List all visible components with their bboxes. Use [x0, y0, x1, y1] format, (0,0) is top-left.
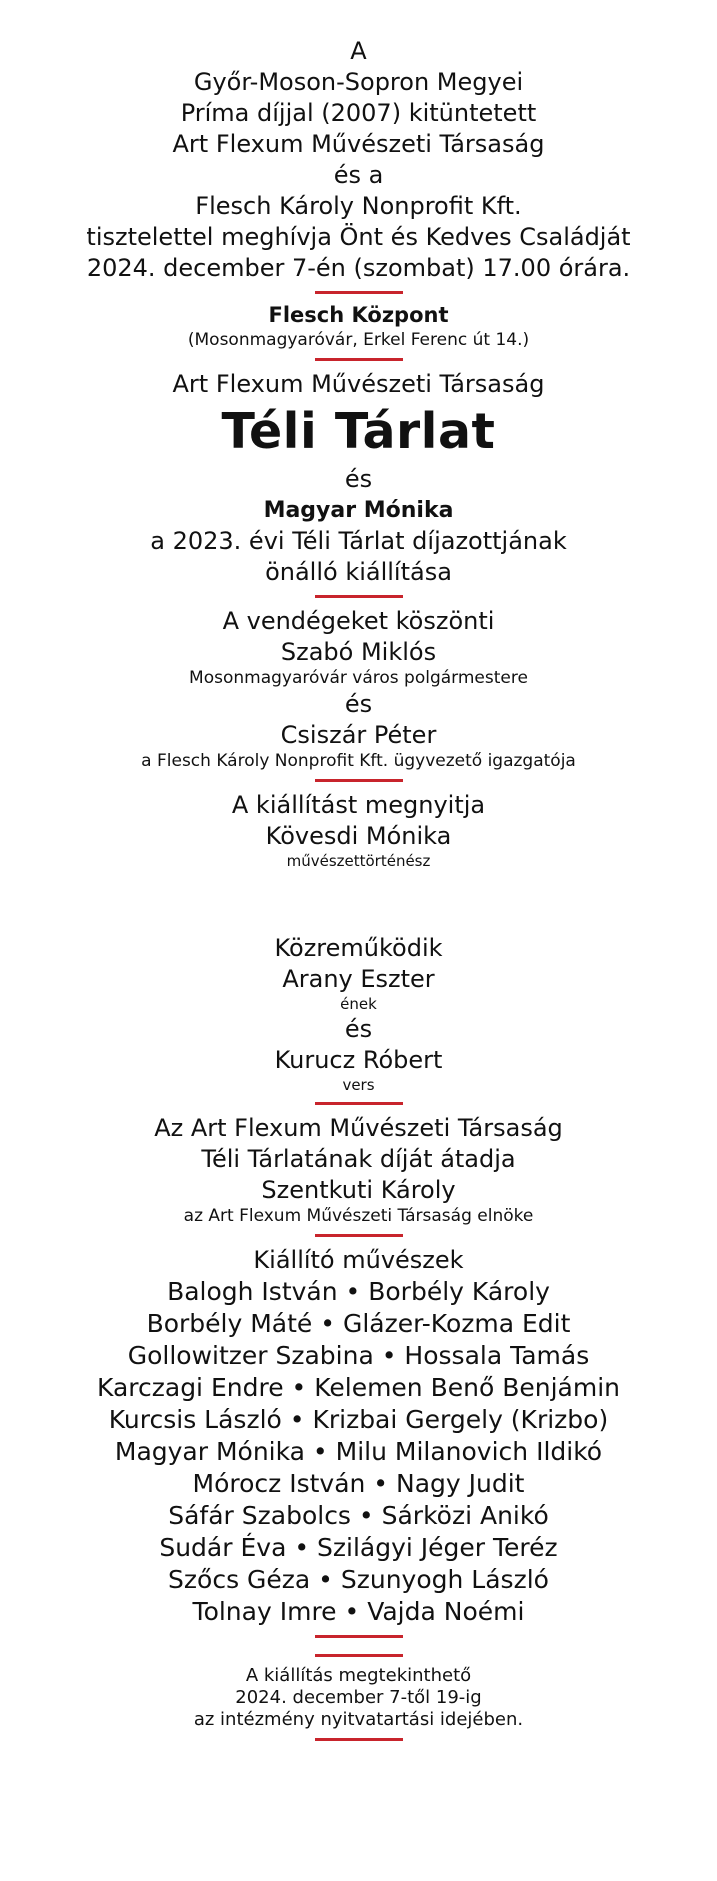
- artists-row: Magyar Mónika • Milu Milanovich Ildikó: [114, 1437, 603, 1466]
- artists-row: Gollowitzer Szabina • Hossala Tamás: [127, 1341, 590, 1370]
- venue-block: [0, 302, 717, 351]
- intro-line: Győr-Moson-Sopron Megyei: [193, 68, 524, 96]
- performers-intro: Közreműködik: [274, 934, 443, 962]
- intro-line: A: [350, 37, 367, 65]
- award-line: Az Art Flexum Művészeti Társaság: [154, 1114, 563, 1142]
- intro-line: és a: [333, 161, 384, 189]
- intro-block: [0, 0, 717, 284]
- performer-role: ének: [340, 995, 377, 1013]
- artists-row: Tolnay Imre • Vajda Noémi: [192, 1597, 525, 1626]
- exhibition-desc: önálló kiállítása: [265, 558, 452, 586]
- intro-line: tisztelettel meghívja Önt és Kedves Családját: [86, 223, 631, 251]
- award-presenter: Szentkuti Károly: [261, 1176, 456, 1204]
- opening-intro: A kiállítást megnyitja: [231, 791, 486, 819]
- performer-name: Kurucz Róbert: [274, 1046, 443, 1074]
- artists-row: Sáfár Szabolcs • Sárközi Anikó: [168, 1501, 549, 1530]
- performer-role: vers: [342, 1076, 375, 1094]
- artists-row: Mórocz István • Nagy Judit: [192, 1469, 525, 1498]
- award-line: Téli Tárlatának díját átadja: [201, 1145, 516, 1173]
- divider: [315, 291, 403, 294]
- artists-row: Borbély Máté • Glázer-Kozma Edit: [146, 1309, 571, 1338]
- artists-row: Karczagi Endre • Kelemen Benő Benjámin: [97, 1373, 620, 1402]
- performers-conj: és: [344, 1015, 373, 1043]
- greeting-intro: A vendégeket köszönti: [222, 607, 495, 635]
- greeting-person: Szabó Miklós: [280, 638, 437, 666]
- divider: [315, 1738, 403, 1741]
- viewing-line: 2024. december 7-től 19-ig: [235, 1687, 482, 1708]
- divider: [315, 1654, 403, 1657]
- intro-line: Príma díjjal (2007) kitüntetett: [180, 99, 537, 127]
- opening-role: művészettörténész: [286, 852, 431, 870]
- venue-address: (Mosonmagyaróvár, Erkel Ferenc út 14.): [187, 330, 530, 350]
- award-block: [0, 1113, 717, 1227]
- opening-block: [0, 790, 717, 871]
- viewing-line: az intézmény nyitvatartási idejében.: [193, 1709, 524, 1730]
- intro-line: 2024. december 7-én (szombat) 17.00 órára.: [86, 254, 631, 282]
- artists-row: Sudár Éva • Szilágyi Jéger Teréz: [159, 1533, 558, 1562]
- opening-person: Kövesdi Mónika: [265, 822, 452, 850]
- exhibition-conj: és: [344, 465, 373, 493]
- intro-line: Flesch Károly Nonprofit Kft.: [195, 192, 522, 220]
- exhibition-desc: a 2023. évi Téli Tárlat díjazottjának: [150, 527, 567, 555]
- artists-heading: Kiállító művészek: [253, 1246, 464, 1274]
- award-presenter-role: az Art Flexum Művészeti Társaság elnöke: [183, 1206, 534, 1226]
- venue-name: Flesch Központ: [268, 303, 449, 327]
- divider: [315, 595, 403, 598]
- viewing-line: A kiállítás megtekinthető: [245, 1665, 472, 1686]
- divider: [315, 1102, 403, 1105]
- exhibition-block: [0, 369, 717, 588]
- viewing-block: [0, 1665, 717, 1731]
- artists-row: Kurcsis László • Krizbai Gergely (Krizbo): [108, 1405, 609, 1434]
- greeting-person: Csiszár Péter: [280, 721, 437, 749]
- greeting-role: a Flesch Károly Nonprofit Kft. ügyvezető igazgatója: [141, 751, 576, 771]
- divider: [315, 358, 403, 361]
- exhibition-title: Téli Tárlat: [221, 403, 496, 460]
- performers-block: [0, 871, 717, 1095]
- divider: [315, 1234, 403, 1237]
- intro-line: Art Flexum Művészeti Társaság: [172, 130, 545, 158]
- greeting-conj: és: [344, 690, 373, 718]
- artists-block: [0, 1245, 717, 1628]
- greeting-block: [0, 606, 717, 772]
- exhibition-organizer: Art Flexum Művészeti Társaság: [172, 370, 545, 398]
- divider: [315, 779, 403, 782]
- divider: [315, 1635, 403, 1638]
- greeting-role: Mosonmagyaróvár város polgármestere: [189, 668, 528, 688]
- artists-row: Szőcs Géza • Szunyogh László: [168, 1565, 549, 1594]
- featured-artist: Magyar Mónika: [263, 498, 454, 523]
- artists-row: Balogh István • Borbély Károly: [167, 1277, 550, 1306]
- performer-name: Arany Eszter: [282, 965, 435, 993]
